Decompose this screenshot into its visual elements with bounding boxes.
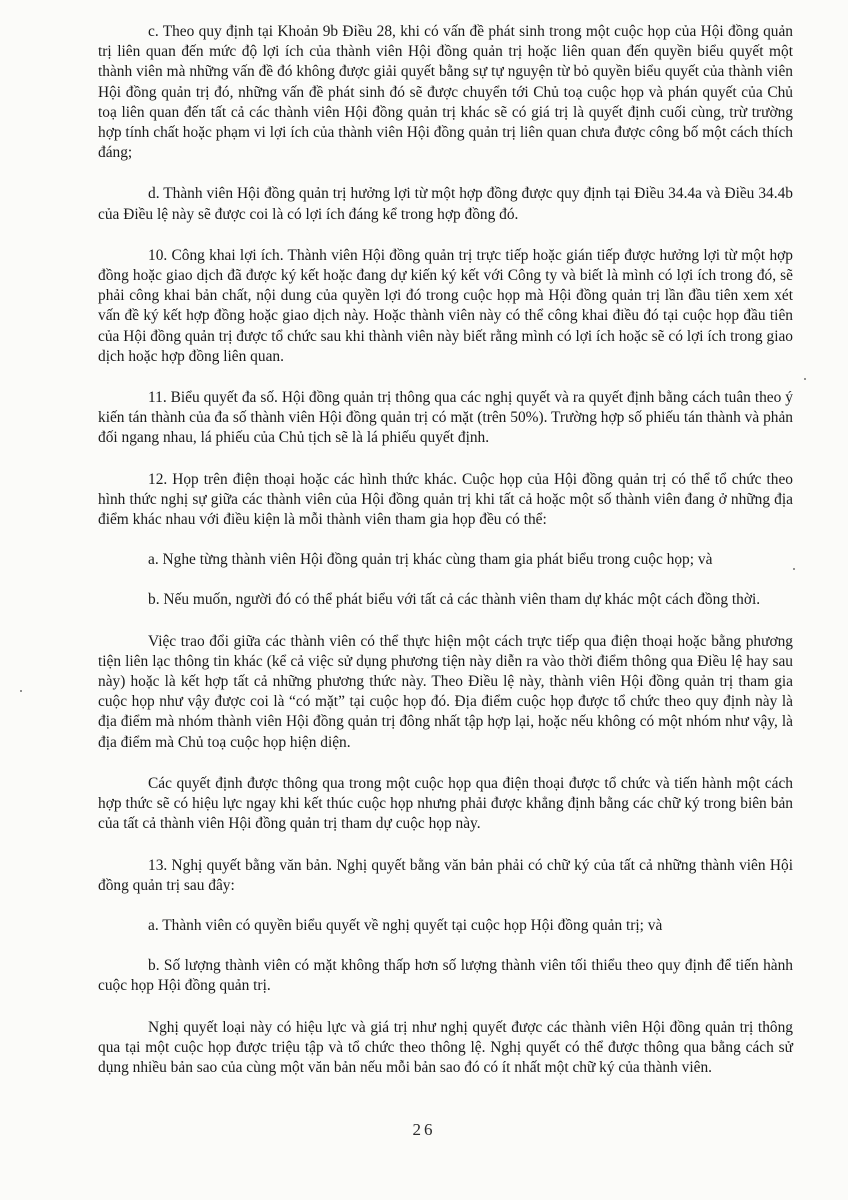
scan-speck [20,690,22,692]
scan-speck [804,378,806,380]
page-number: 26 [412,1120,436,1139]
paragraph-12b: b. Nếu muốn, người đó có thể phát biểu với tất cả các thành viên tham dự khác một cách đồng thời. [148,591,761,609]
document-body [98,22,793,1078]
paragraph-10: 10. Công khai lợi ích. Thành viên Hội đồng quản trị trực tiếp hoặc gián tiếp được hưởng lợi từ một hợp đồng hoặc giao dịch đã được ký kết hoặc đang dự kiến ký kết với Công ty và biết là mình có lợi ích trong đó, sẽ phải công khai bản chất, nội dung của quyền lợi đó trong cuộc họp mà Hội đồng quản trị lần đầu tiên xem xét vấn đề ký kết hợp đồng hoặc giao dịch này. Hoặc thành viên này có thể công khai điều đó tại cuộc họp đầu tiên của Hội đồng quản trị được tổ chức sau khi thành viên này biết rằng mình có lợi ích hoặc sẽ có lợi ích trong giao dịch hoặc hợp đồng liên quan. [98,246,793,365]
paragraph-13b: b. Số lượng thành viên có mặt không thấp hơn số lượng thành viên tối thiểu theo quy định để tiến hành cuộc họp Hội đồng quản trị. [98,957,793,995]
scan-speck [793,568,795,570]
paragraph-12a: a. Nghe từng thành viên Hội đồng quản trị khác cùng tham gia phát biểu trong cuộc họp; và [148,551,713,569]
paragraph-13a: a. Thành viên có quyền biểu quyết về nghị quyết tại cuộc họp Hội đồng quản trị; và [148,916,663,934]
paragraph-9c: c. Theo quy định tại Khoản 9b Điều 28, khi có vấn đề phát sinh trong một cuộc họp của Hội đồng quản trị liên quan đến mức độ lợi ích của thành viên Hội đồng quản trị hoặc liên quan đến quyền biểu quyết một thành viên mà những vấn đề đó không được giải quyết bằng sự tự nguyện từ bỏ quyền biểu quyết của thành viên Hội đồng quản trị đó, những vấn đề phát sinh đó sẽ được chuyển tới Chủ toạ cuộc họp và phán quyết của Chủ toạ liên quan đến tất cả các thành viên Hội đồng quản trị khác sẽ có giá trị là quyết định cuối cùng, trừ trường hợp tính chất hoặc phạm vi lợi ích của thành viên Hội đồng quản trị liên quan chưa được công bố một cách thích đáng; [98,23,793,162]
paragraph-9d: d. Thành viên Hội đồng quản trị hưởng lợi từ một hợp đồng được quy định tại Điều 34.4a và Điều 34.4b của Điều lệ này sẽ được coi là có lợi ích đáng kể trong hợp đồng đó. [98,185,793,223]
paragraph-12-decisions: Các quyết định được thông qua trong một cuộc họp qua điện thoại được tổ chức và tiến hành một cách hợp thức sẽ có hiệu lực ngay khi kết thúc cuộc họp nhưng phải được khẳng định bằng các chữ ký trong biên bản của tất cả thành viên Hội đồng quản trị tham dự cuộc họp này. [98,774,793,833]
paragraph-13-validity: Nghị quyết loại này có hiệu lực và giá trị như nghị quyết được các thành viên Hội đồng quản trị thông qua tại một cuộc họp được triệu tập và tổ chức theo thông lệ. Nghị quyết có thể được thông qua bằng cách sử dụng nhiều bản sao của cùng một văn bản nếu mỗi bản sao đó có ít nhất một chữ ký của thành viên. [98,1018,793,1076]
paragraph-12-exchange: Việc trao đổi giữa các thành viên có thể thực hiện một cách trực tiếp qua điện thoại hoặc bằng phương tiện liên lạc thông tin khác (kể cả việc sử dụng phương tiện này diễn ra vào thời điểm thông qua Điều lệ hay sau này) hoặc là kết hợp tất cả những phương thức này. Theo Điều lệ này, thành viên Hội đồng quản trị tham gia cuộc họp như vậy được coi là “có mặt” tại cuộc họp đó. Địa điểm cuộc họp được tổ chức theo quy định này là địa điểm mà nhóm thành viên Hội đồng quản trị đông nhất tập hợp lại, hoặc nếu không có một nhóm như vậy, là địa điểm mà Chủ toạ cuộc họp hiện diện. [98,632,793,751]
paragraph-13: 13. Nghị quyết bằng văn bản. Nghị quyết bằng văn bản phải có chữ ký của tất cả những thành viên Hội đồng quản trị sau đây: [98,856,793,894]
paragraph-12: 12. Họp trên điện thoại hoặc các hình thức khác. Cuộc họp của Hội đồng quản trị có thể tổ chức theo hình thức nghị sự giữa các thành viên của Hội đồng quản trị khi tất cả hoặc một số thành viên đang ở những địa điểm khác nhau với điều kiện là mỗi thành viên tham gia họp đều có thể: [98,470,793,529]
paragraph-11: 11. Biểu quyết đa số. Hội đồng quản trị thông qua các nghị quyết và ra quyết định bằng cách tuân theo ý kiến tán thành của đa số thành viên Hội đồng quản trị có mặt (trên 50%). Trường hợp số phiếu tán thành và phản đối ngang nhau, lá phiếu của Chủ tịch sẽ là lá phiếu quyết định. [98,389,793,447]
